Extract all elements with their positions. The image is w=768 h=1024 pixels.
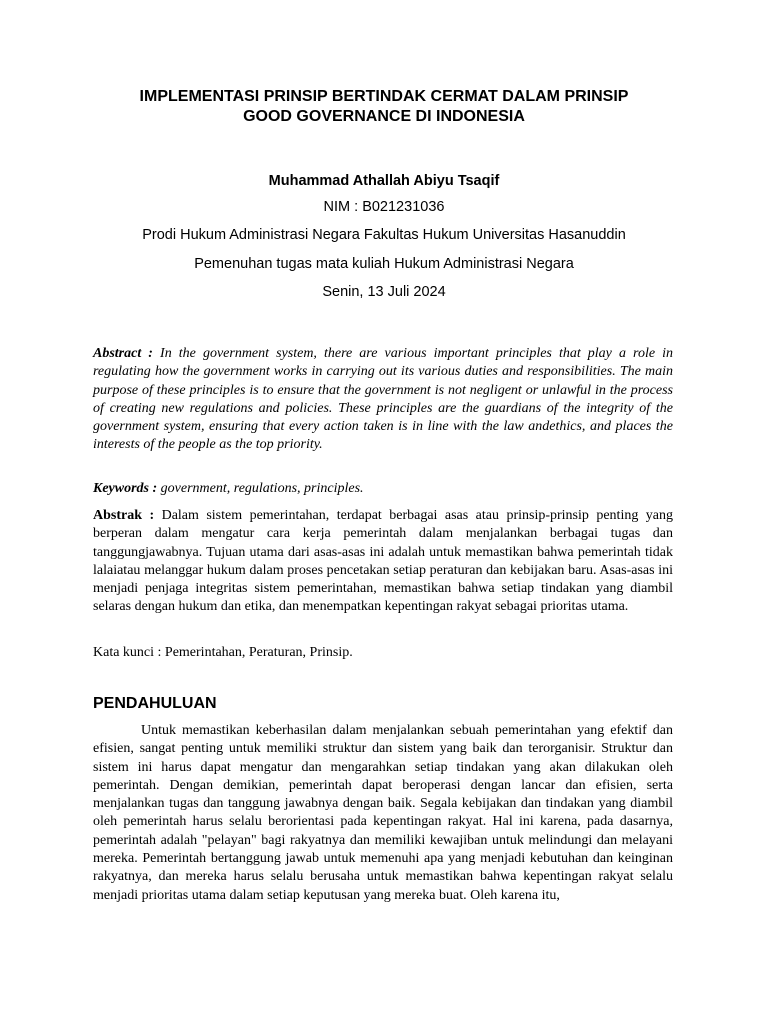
keywords-indonesian: Kata kunci : Pemerintahan, Peraturan, Prinsip.	[93, 645, 353, 660]
keywords-label: Keywords :	[93, 481, 158, 496]
affiliation: Prodi Hukum Administrasi Negara Fakultas Hukum Universitas Hasanuddin	[142, 227, 626, 243]
title-line-1: IMPLEMENTASI PRINSIP BERTINDAK CERMAT DALAM PRINSIP	[139, 88, 629, 105]
section-heading: PENDAHULUAN	[93, 695, 217, 712]
date: Senin, 13 Juli 2024	[322, 284, 446, 300]
keywords-text: government, regulations, principles.	[160, 481, 364, 496]
paper-title	[60, 87, 708, 127]
abstract-label: Abstract :	[93, 346, 153, 361]
title-line-2: GOOD GOVERNANCE DI INDONESIA	[243, 108, 525, 125]
intro-paragraph: Untuk memastikan keberhasilan dalam menjalankan sebuah pemerintahan yang efektif dan efisien, sangat penting untuk memiliki struktur dan sistem yang baik dan terorganisir. Struktur dan sistem ini harus dapat mengatur dan mengarahkan setiap tindakan yang akan dilakukan oleh pemerintah. Dengan demikian, pemerintah dapat beroperasi dengan lancar dan efisien, serta menjalankan tugas dan tanggung jawabnya dengan baik. Segala kebijakan dan tindakan yang diambil oleh pemerintah harus selalu berorientasi pada kepentingan rakyat. Hal ini karena, pada dasarnya, pemerintah adalah "pelayan" bagi rakyatnya dan memiliki kewajiban untuk melindungi dan melayani mereka. Pemerintah bertanggung jawab untuk memenuhi apa yang menjadi kebutuhan dan keinginan rakyatnya, dan mereka harus selalu berusaha untuk memastikan bahwa kepentingan rakyat selalu menjadi prioritas utama dalam setiap keputusan yang mereka buat. Oleh karena itu,	[93, 723, 673, 903]
abstract-indonesian	[93, 507, 673, 617]
assignment-purpose: Pemenuhan tugas mata kuliah Hukum Administrasi Negara	[194, 256, 574, 272]
abstrak-label: Abstrak :	[93, 508, 155, 523]
student-id: NIM : B021231036	[323, 199, 445, 215]
abstrak-text: Dalam sistem pemerintahan, terdapat berbagai asas atau prinsip-prinsip penting yang berperan dalam mengatur cara kerja pemerintah dalam menjalankan berbagai tugas dan tanggungjawabnya. Tujuan utama dari asas-asas ini adalah untuk memastikan bahwa pemerintah tidak lalaiatau melanggar hukum dalam proses pencetakan setiap peraturan dan kebijakan baru. Asas-asas ini menjadi penjaga integritas sistem pemerintahan, memastikan bahwa setiap tindakan yang diambil selaras dengan hukum dan etika, dan menempatkan kepentingan rakyat sebagai prioritas utama.	[93, 508, 673, 615]
author-name: Muhammad Athallah Abiyu Tsaqif	[268, 173, 500, 189]
abstract-text: In the government system, there are various important principles that play a role in regulating how the government works in carrying out its various duties and responsibilities. The main purpose of these principles is to ensure that the government is not negligent or unlawful in the process of creating new regulations and policies. These principles are the guardians of the integrity of the government system, ensuring that every action taken is in line with the law andethics, and places the interests of the people as the top priority.	[93, 346, 674, 453]
abstract-english	[93, 345, 673, 455]
keywords-english	[93, 480, 673, 498]
